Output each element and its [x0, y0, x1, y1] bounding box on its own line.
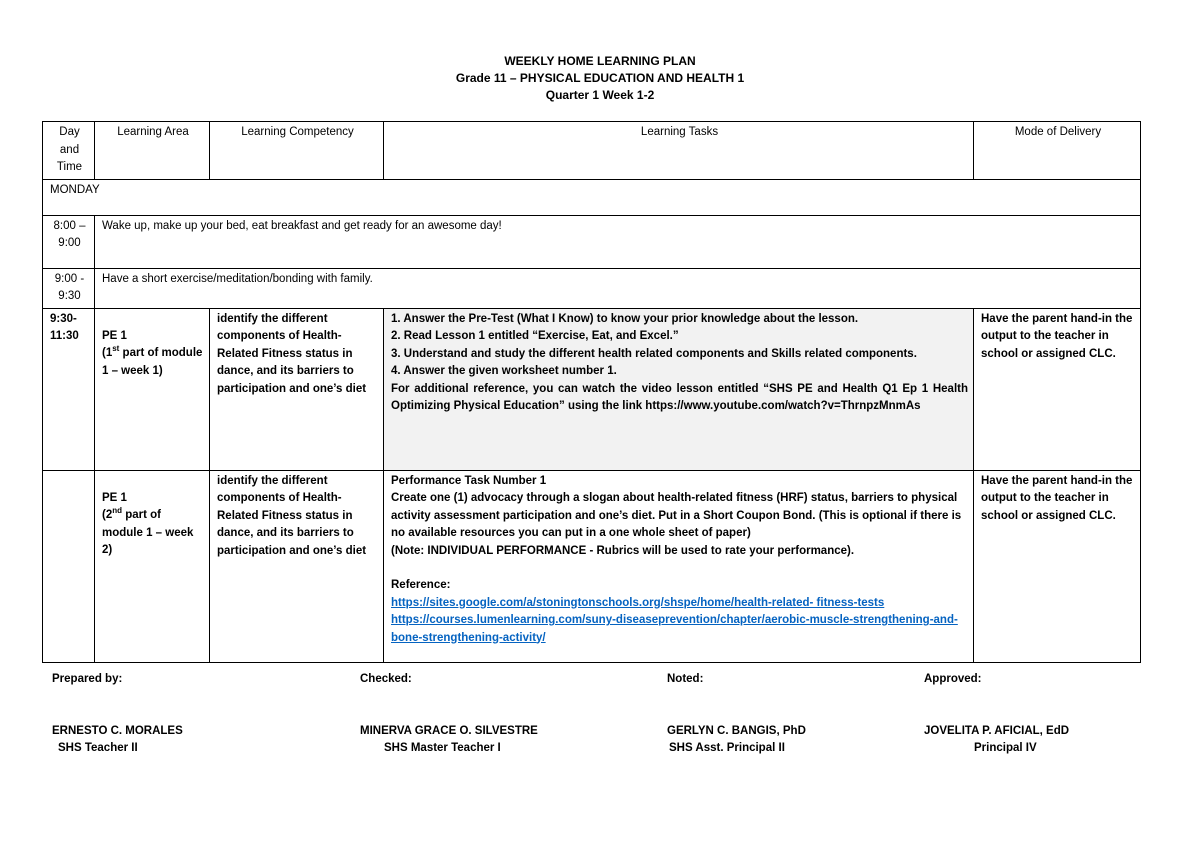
signatory-name: JOVELITA P. AFICIAL, EdD — [924, 725, 1070, 737]
signatory-name: ERNESTO C. MORALES — [52, 725, 183, 737]
task-item: 2. Read Lesson 1 entitled “Exercise, Eat, and Excel.” — [391, 330, 679, 342]
column-header: Mode of Delivery — [974, 122, 1141, 180]
time-cell: 8:00 – 9:00 — [43, 215, 95, 268]
task-title: Performance Task Number 1 — [391, 474, 547, 487]
day-row — [43, 179, 1141, 215]
reference-link[interactable]: https://courses.lumenlearning.com/suny-diseaseprevention/chapter/aerobic-muscle-strengthening-and-bone-strengthening-activity/ — [391, 614, 958, 644]
table-row — [43, 268, 1141, 308]
column-header: Day and Time — [43, 122, 95, 180]
signatory-name: MINERVA GRACE O. SILVESTRE — [360, 725, 538, 737]
activity-cell: Have a short exercise/meditation/bonding with family. — [95, 268, 1141, 308]
table-row — [43, 308, 1141, 470]
tasks-cell — [384, 308, 974, 470]
signatory-noted — [667, 671, 806, 757]
area-code: PE 1 — [102, 329, 127, 342]
document-quarter: Quarter 1 Week 1-2 — [545, 88, 655, 102]
table-header-row — [43, 122, 1141, 180]
task-item: 3. Understand and study the different health related components and Skills related components. — [391, 347, 917, 360]
time-cell — [43, 470, 95, 662]
table-row — [43, 215, 1141, 268]
signatory-name: GERLYN C. BANGIS, PhD — [667, 725, 806, 737]
signatory-label: Approved: — [924, 673, 982, 685]
signatory-role: SHS Teacher II — [58, 742, 138, 754]
column-header: Learning Competency — [210, 122, 384, 180]
reference-label: Reference: — [391, 579, 451, 591]
signatory-label: Noted: — [667, 673, 704, 685]
document-title: WEEKLY HOME LEARNING PLAN — [504, 54, 696, 68]
column-header: Learning Area — [95, 122, 210, 180]
signatory-label: Prepared by: — [52, 673, 123, 685]
tasks-cell — [384, 470, 974, 662]
signatory-role: SHS Asst. Principal II — [669, 742, 785, 754]
document-subtitle: Grade 11 – PHYSICAL EDUCATION AND HEALTH 1 — [455, 71, 745, 85]
competency-cell: identify the different components of Health-Related Fitness status in dance, and its barriers to participation and one’s diet — [210, 308, 384, 470]
task-item: 4. Answer the given worksheet number 1. — [391, 365, 617, 377]
task-note: (Note: INDIVIDUAL PERFORMANCE - Rubrics will be used to rate your performance). — [391, 544, 855, 557]
learning-area-cell — [95, 308, 210, 470]
signatory-checked — [360, 671, 538, 757]
day-label: MONDAY — [43, 179, 1141, 215]
column-header: Learning Tasks — [384, 122, 974, 180]
competency-cell: identify the different components of Health-Related Fitness status in dance, and its barriers to participation and one’s diet — [210, 470, 384, 662]
task-body: Create one (1) advocacy through a slogan about health-related fitness (HRF) status, barriers to physical activity assessment participation and one’s diet. Put in a Short Coupon Bond. (This is optional if there is no available resources you can put in a one whole sheet of paper) — [391, 492, 962, 539]
learning-area-cell — [95, 470, 210, 662]
signatory-approved — [924, 671, 1069, 757]
signatory-role: Principal IV — [974, 742, 1037, 754]
reference-link[interactable]: https://sites.google.com/a/stoningtonschools.org/shspe/home/health-related- fitness-tests — [391, 596, 885, 609]
area-detail: (2nd part of module 1 – week 2) — [102, 506, 194, 556]
time-cell: 9:00 - 9:30 — [43, 268, 95, 308]
signatory-label: Checked: — [360, 673, 412, 685]
area-code: PE 1 — [102, 491, 127, 504]
time-cell: 9:30- 11:30 — [43, 308, 95, 470]
video-reference: For additional reference, you can watch the video lesson entitled “SHS PE and Health Q1 Ep 1 Health Optimizing Physical Education” using the link https://www.youtube.com/watch?v=ThrnpzMnmAs — [391, 382, 968, 412]
activity-cell: Wake up, make up your bed, eat breakfast and get ready for an awesome day! — [95, 215, 1141, 268]
signatory-role: SHS Master Teacher I — [384, 742, 501, 754]
area-detail: (1st part of module 1 – week 1) — [102, 344, 203, 377]
task-item: 1. Answer the Pre-Test (What I Know) to know your prior knowledge about the lesson. — [391, 312, 859, 325]
delivery-cell: Have the parent hand-in the output to the teacher in school or assigned CLC. — [974, 308, 1141, 470]
delivery-cell: Have the parent hand-in the output to the teacher in school or assigned CLC. — [974, 470, 1141, 662]
signatory-prepared — [52, 671, 183, 757]
table-row — [43, 470, 1141, 662]
learning-plan-table — [42, 121, 1141, 663]
document-header — [0, 53, 1200, 104]
